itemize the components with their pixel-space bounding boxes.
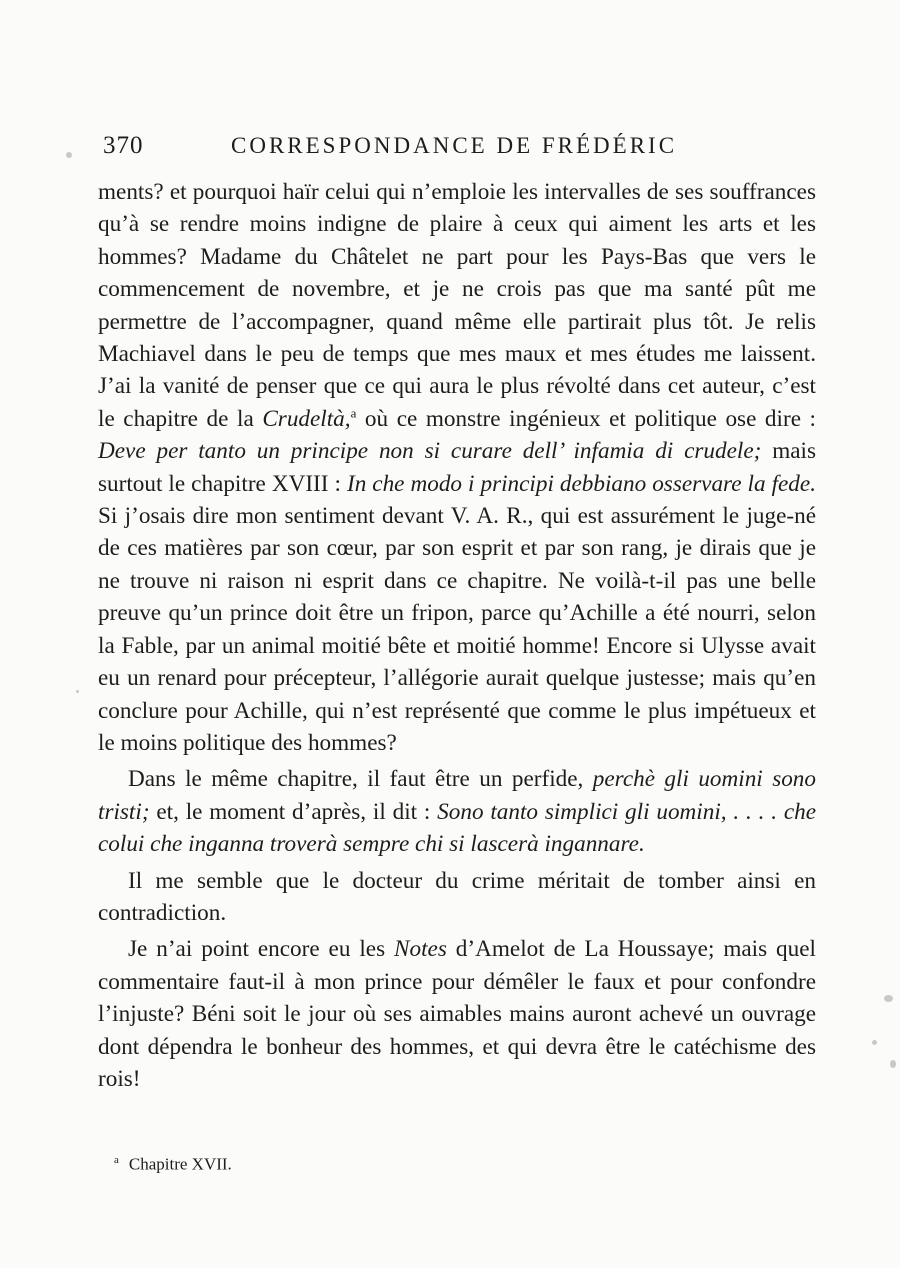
- footnote-text: Chapitre XVII.: [128, 1154, 232, 1174]
- text-run: Dans le même chapitre, il faut être un perfide,: [128, 766, 593, 793]
- text-run: ments? et pourquoi haïr celui qui n’emploie les intervalles de ses souffrances qu’à se rendre moins indigne de plaire à ceux qui aiment les arts et les hommes? Madame du Châtelet ne part pour les Pays-Bas que vers le commencement de novembre, et je ne crois pas que ma santé pût me permettre de l’accompagner, quand même elle partirait plus tôt. Je relis Machiavel dans le peu de temps que mes maux et mes études me laissent. J’ai la vanité de penser que ce qui aura le plus révolté dans cet auteur, c’est le chapitre de la: [98, 179, 816, 432]
- paper-speck: [890, 1060, 896, 1068]
- italic-quote: Crudeltà,: [262, 405, 351, 432]
- paragraph-1: [98, 176, 816, 759]
- paper-speck: [66, 152, 72, 158]
- footnote-marker: a: [114, 1154, 119, 1166]
- running-head: [103, 132, 703, 166]
- paper-speck: [884, 995, 893, 1002]
- italic-quote: perchè gli uomini sono tristi;: [98, 766, 816, 825]
- italic-quote: Notes: [394, 936, 447, 963]
- body-text: [98, 176, 816, 1095]
- text-run: mais surtout le chapitre XVIII :: [98, 438, 817, 497]
- paragraph-2: [98, 763, 816, 860]
- text-run: Je n’ai point encore eu les: [128, 936, 395, 963]
- text-run: et, le moment d’après, il dit :: [149, 798, 438, 825]
- paragraph-3: [98, 865, 816, 930]
- italic-quote: Deve per tanto un principe non si curare dell’ infamia di crudele;: [98, 438, 762, 465]
- text-run: Si j’osais dire mon sentiment devant V. A. R., qui est assurément le juge-né de ces matières par son cœur, par son esprit et par son rang, je dirais que je ne trouve ni raison ni esprit dans ce chapitre. Ne voilà-t-il pas une belle preuve qu’un prince doit être un fripon, parce qu’Achille a été nourri, selon la Fable, par un animal moitié bête et moitié homme! Encore si Ulysse avait eu un renard pour précepteur, l’allégorie aurait quelque justesse; mais qu’en conclure pour Achille, qui n’est représenté que comme le plus impétueux et le moins politique des hommes?: [98, 503, 816, 756]
- footnote: [114, 1154, 232, 1175]
- paper-speck: [76, 690, 79, 693]
- italic-quote: In che modo i principi debbiano osservare la fede.: [346, 470, 816, 497]
- paragraph-4: [98, 933, 816, 1095]
- text-run: Il me semble que le docteur du crime méritait de tomber ainsi en contradiction.: [98, 867, 816, 926]
- text-run: d’Amelot de La Houssaye; mais quel commentaire faut-il à mon prince pour démêler le faux et pour confondre l’injuste? Béni soit le jour où ses aimables mains auront achevé un ouvrage dont dépendra le bonheur des hommes, et qui devra être le catéchisme des rois!: [98, 936, 816, 1092]
- italic-quote: Sono tanto simplici gli uomini, . . . . che colui che inganna troverà sempre chi si lascerà ingannare.: [98, 798, 816, 858]
- page-number: 370: [103, 132, 144, 159]
- footnote-reference: a: [350, 405, 357, 421]
- running-title: CORRESPONDANCE DE FRÉDÉRIC: [231, 133, 678, 158]
- paper-speck: [872, 1040, 877, 1045]
- text-run: où ce monstre ingénieux et politique ose dire :: [356, 405, 816, 432]
